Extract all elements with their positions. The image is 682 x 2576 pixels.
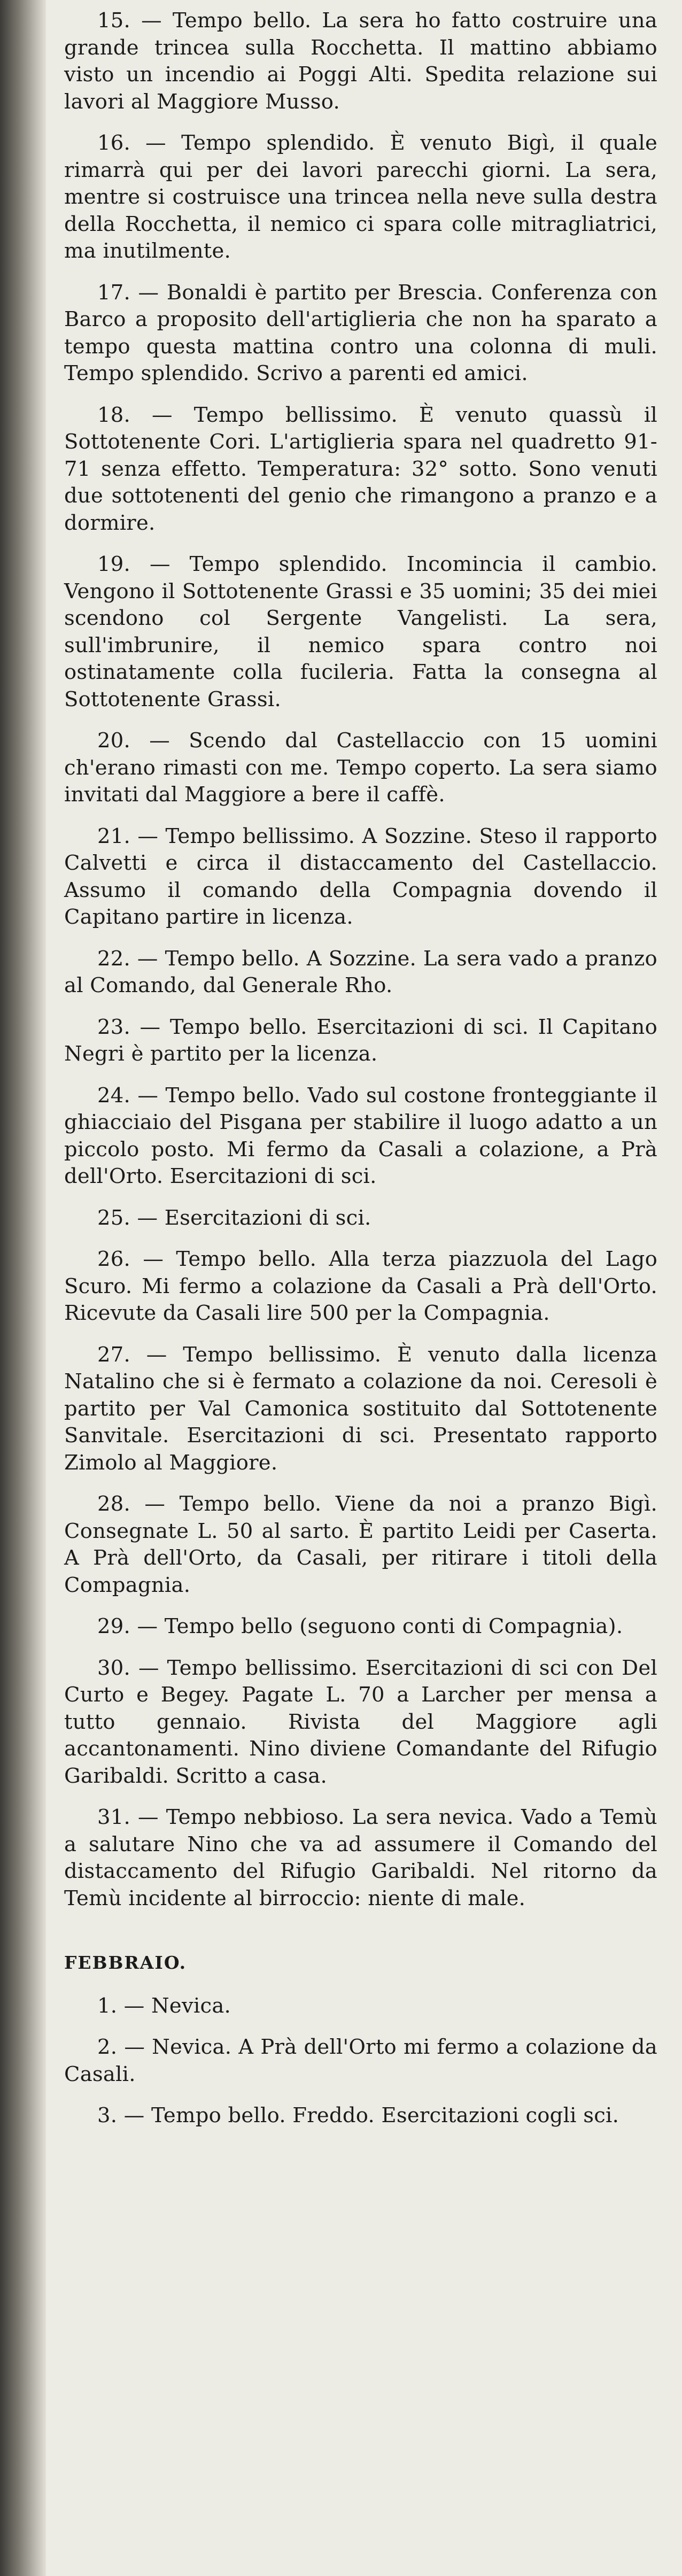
diary-entry	[64, 823, 657, 931]
entry-text: — Tempo bello. Vado sul costone fronteggiante il ghiacciaio del Pisgana per stabilire il luogo adatto a un piccolo posto. Mi fermo da Casali a colazione, a Prà dell'Orto. Esercitazioni di sci.	[64, 1083, 657, 1188]
entry-day: 31.	[97, 1805, 130, 1829]
entry-day: 16.	[97, 131, 130, 155]
diary-entry	[64, 728, 657, 809]
diary-entry	[64, 402, 657, 537]
entry-text: — Tempo bello. Freddo. Esercitazioni cogli sci.	[123, 2103, 619, 2128]
diary-entry	[64, 1205, 657, 1232]
diary-page	[64, 0, 657, 2576]
entry-day: 22.	[97, 946, 130, 971]
diary-entry	[64, 1655, 657, 1790]
entry-day: 26.	[97, 1247, 130, 1271]
month-heading: FEBBRAIO.	[64, 1952, 187, 1973]
january-entries	[64, 7, 657, 1912]
entry-day: 19.	[97, 552, 130, 576]
entry-day: 18.	[97, 403, 130, 427]
entry-day: 1.	[97, 1993, 118, 2018]
entry-day: 20.	[97, 729, 130, 753]
entry-day: 15.	[97, 9, 130, 33]
entry-day: 24.	[97, 1083, 130, 1108]
entry-text: — Bonaldi è partito per Brescia. Conferenza con Barco a proposito dell'artiglieria che non ha sparato a tempo questa mattina contro una colonna di muli. Tempo splendido. Scrivo a parenti ed amici.	[64, 280, 657, 385]
entry-text: — Scendo dal Castellaccio con 15 uomini ch'erano rimasti con me. Tempo coperto. La sera siamo invitati dal Maggiore a bere il caffè.	[64, 729, 657, 807]
entry-day: 30.	[97, 1656, 130, 1680]
entry-text: — Tempo bello. Viene da noi a pranzo Bigì. Consegnate L. 50 al sarto. È partito Leidi per Caserta. A Prà dell'Orto, da Casali, per ritirare i titoli della Compagnia.	[64, 1492, 657, 1597]
february-entries	[64, 1993, 657, 2130]
diary-entry	[64, 946, 657, 1000]
entry-text: — Tempo bello. Esercitazioni di sci. Il Capitano Negri è partito per la licenza.	[64, 1015, 657, 1066]
diary-entry	[64, 1246, 657, 1327]
entry-text: — Tempo bello. Alla terza piazzuola del Lago Scuro. Mi fermo a colazione da Casali a Prà dell'Orto. Ricevute da Casali lire 500 per la Compagnia.	[64, 1247, 657, 1325]
entry-day: 29.	[97, 1614, 130, 1638]
diary-entry	[64, 2102, 657, 2130]
diary-entry	[64, 1613, 657, 1641]
entry-text: — Tempo bellissimo. È venuto dalla licenza Natalino che si è fermato a colazione da noi. Ceresoli è partito per Val Camonica sostituito dal Sottotenente Sanvitale. Esercitazioni di sci. Presentato rapporto Zimolo al Maggiore.	[64, 1342, 657, 1475]
entry-day: 21.	[97, 824, 130, 848]
entry-text: — Esercitazioni di sci.	[137, 1205, 371, 1230]
diary-entry	[64, 7, 657, 115]
diary-entry	[64, 1993, 657, 2020]
entry-text: — Nevica. A Prà dell'Orto mi fermo a colazione da Casali.	[64, 2035, 657, 2086]
entry-text: — Tempo bellissimo. A Sozzine. Steso il rapporto Calvetti e circa il distaccamento del Castellaccio. Assumo il comando della Compagnia dovendo il Capitano partire in licenza.	[64, 824, 657, 929]
entry-text: — Tempo splendido. È venuto Bigì, il quale rimarrà qui per dei lavori parecchi giorni. La sera, mentre si costruisce una trincea nella neve sulla destra della Rocchetta, il nemico ci spara colle mitragliatrici, ma inutilmente.	[64, 131, 657, 263]
entry-day: 28.	[97, 1492, 130, 1516]
entry-day: 27.	[97, 1342, 130, 1367]
entry-day: 3.	[97, 2103, 118, 2128]
diary-entry	[64, 1804, 657, 1912]
diary-entry	[64, 2034, 657, 2088]
diary-entry	[64, 551, 657, 713]
entry-day: 17.	[97, 280, 130, 305]
page-spine-shadow	[0, 0, 46, 2576]
diary-entry	[64, 1014, 657, 1068]
entry-text: — Tempo nebbioso. La sera nevica. Vado a Temù a salutare Nino che va ad assumere il Comando del distaccamento del Rifugio Garibaldi. Nel ritorno da Temù incidente al birroccio: niente di male.	[64, 1805, 657, 1910]
entry-text: — Tempo bellissimo. Esercitazioni di sci con Del Curto e Begey. Pagate L. 70 a Larcher per mensa a tutto gennaio. Rivista del Maggiore agli accantonamenti. Nino diviene Comandante del Rifugio Garibaldi. Scritto a casa.	[64, 1656, 657, 1788]
diary-entry	[64, 1342, 657, 1477]
entry-day: 25.	[97, 1205, 130, 1230]
entry-text: — Tempo bellissimo. È venuto quassù il Sottotenente Cori. L'artiglieria spara nel quadretto 91-71 senza effetto. Temperatura: 32° sotto. Sono venuti due sottotenenti del genio che rimangono a pranzo e a dormire.	[64, 403, 657, 535]
entry-text: — Tempo splendido. Incomincia il cambio. Vengono il Sottotenente Grassi e 35 uomini; 35 dei miei scendono col Sergente Vangelisti. La sera, sull'imbrunire, il nemico spara contro noi ostinatamente colla fucileria. Fatta la consegna al Sottotenente Grassi.	[64, 552, 657, 711]
diary-entry	[64, 1491, 657, 1599]
diary-entry	[64, 130, 657, 265]
diary-entry	[64, 1082, 657, 1190]
entry-day: 23.	[97, 1015, 130, 1039]
diary-entry	[64, 280, 657, 388]
entry-day: 2.	[97, 2035, 118, 2059]
entry-text: — Tempo bello. La sera ho fatto costruire una grande trincea sulla Rocchetta. Il mattino abbiamo visto un incendio ai Poggi Alti. Spedita relazione sui lavori al Maggiore Musso.	[64, 9, 657, 114]
entry-text: — Tempo bello (seguono conti di Compagnia).	[137, 1614, 623, 1638]
entry-text: — Nevica.	[123, 1993, 231, 2018]
entry-text: — Tempo bello. A Sozzine. La sera vado a pranzo al Comando, dal Generale Rho.	[64, 946, 657, 997]
